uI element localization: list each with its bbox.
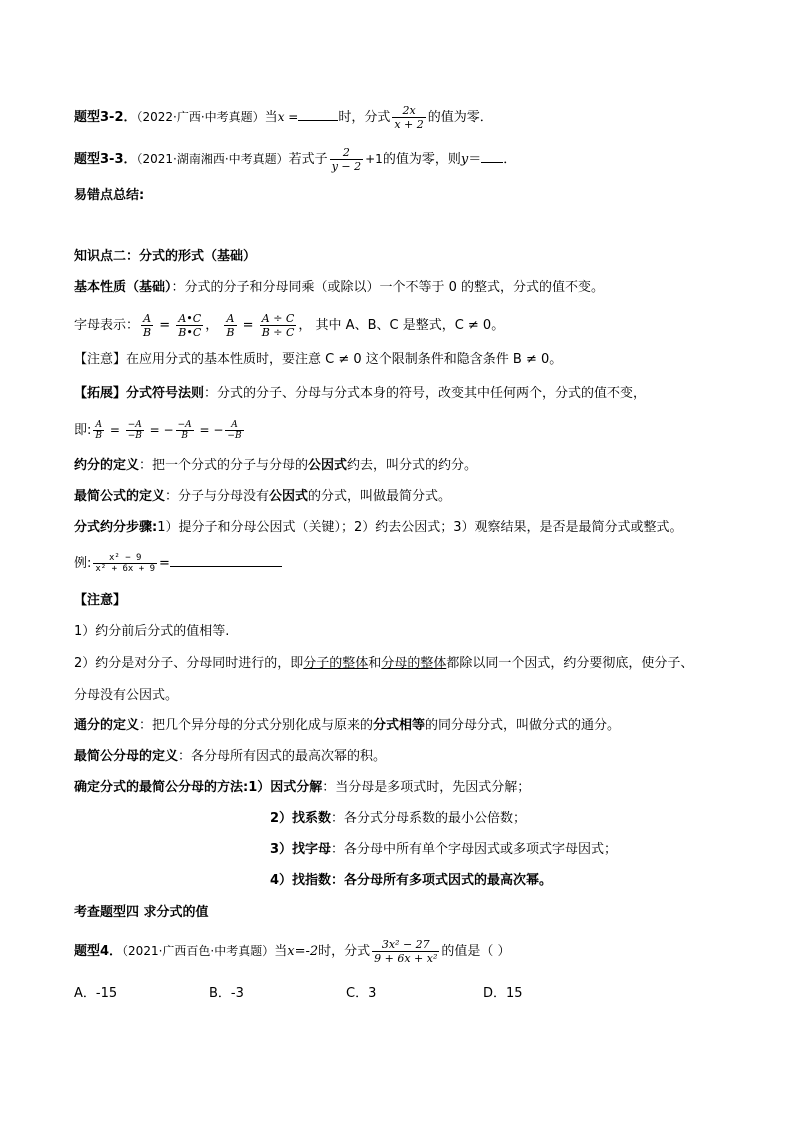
- expand-rule: [74, 384, 646, 404]
- common-def-text: 的同分母分式，叫做分式的通分。: [425, 718, 621, 733]
- note-2-item-2-cont: 分母没有公因式。: [74, 688, 179, 703]
- fraction: [176, 420, 194, 441]
- method-label: 确定分式的最简公分母的方法:: [74, 780, 249, 795]
- note-2-title: 【注意】: [74, 593, 127, 608]
- note-1: 【注意】在应用分式的基本性质时，要注意 C ≠ 0 这个限制条件和隐含条件 B ≠ 0。: [74, 352, 563, 367]
- lcd-method: [74, 778, 530, 798]
- underlined-text: 分子的整体: [303, 656, 369, 671]
- numerator: A: [141, 312, 153, 326]
- question-source: （2022·广西·中考真题）: [136, 110, 265, 124]
- denominator: B: [226, 326, 235, 339]
- fraction: [330, 146, 363, 173]
- fraction: [176, 312, 203, 339]
- method-step-text: ：各分母中所有单个字母因式或多项式字母因式；: [331, 842, 618, 857]
- numerator: −A: [177, 420, 192, 430]
- fraction: [224, 312, 236, 339]
- note-text: 都除以同一个因式，约分要彻底，使分子、: [446, 656, 694, 671]
- answer-blank: [481, 150, 503, 163]
- answer-blank: [298, 108, 338, 121]
- reduce-def-text: ：把一个分式的分子与分母的: [139, 458, 309, 473]
- denominator: y − 2: [331, 160, 362, 173]
- note-text: 2）约分是对分子、分母同时进行的，即: [74, 656, 304, 671]
- fraction: [141, 312, 153, 339]
- denominator: x + 2: [394, 118, 424, 131]
- common-def-bold: 分式相等: [373, 718, 426, 733]
- question-label: 题型3-2．: [74, 110, 137, 125]
- letters-tail: ， 其中 A、B、C 是整式，C ≠ 0。: [298, 318, 505, 333]
- basic-property-label: 基本性质（基础）: [74, 280, 172, 295]
- simplest-text: ：分子与分母没有: [165, 489, 270, 504]
- numerator: A: [225, 420, 243, 431]
- question-label: 题型4．: [74, 944, 123, 959]
- basic-property-text: ：分式的分子和分母同乘（或除以）一个不等于 0 的整式，分式的值不变。: [171, 280, 605, 295]
- basic-property: [74, 278, 604, 298]
- denominator: B: [181, 431, 188, 441]
- variable: x =: [277, 110, 299, 124]
- reduce-def-label: 约分的定义: [74, 458, 140, 473]
- option-a: A．-15: [74, 986, 118, 1001]
- lcd-method-step-4: 4）找指数：各分母所有多项式因式的最高次幂。: [270, 873, 553, 888]
- question-text: 的值为零，则: [382, 152, 461, 167]
- note-text: 和: [368, 656, 382, 671]
- ie-label: 即:: [74, 423, 92, 438]
- method-step-label: 3）找字母: [270, 842, 332, 857]
- question-text: 当: [264, 110, 278, 125]
- condition: x=-2: [287, 944, 319, 959]
- simplest-definition: [74, 487, 451, 507]
- example: [74, 553, 282, 574]
- denominator: x² + 6x + 9: [95, 564, 155, 574]
- errors-summary: 易错点总结:: [74, 188, 145, 203]
- fraction: [225, 420, 243, 441]
- question-3-3: [74, 146, 516, 173]
- question-text: 的值为零．: [427, 110, 493, 125]
- steps-label: 分式约分步骤:: [74, 520, 158, 535]
- method-step-label: 2）找系数: [270, 811, 332, 826]
- lcd-def-text: ：各分母所有因式的最高次幂的积。: [178, 749, 387, 764]
- equals-sign: =: [159, 556, 170, 571]
- denominator: −B: [227, 431, 242, 441]
- denominator: −B: [127, 431, 142, 441]
- example-label: 例:: [74, 556, 92, 571]
- denominator: B: [95, 431, 103, 441]
- underlined-text: 分母的整体: [381, 656, 447, 671]
- question-text: 的值是（ ）: [441, 944, 511, 959]
- question-text: 若式子: [288, 152, 328, 167]
- common-def-label: 通分的定义: [74, 718, 140, 733]
- letters-label: 字母表示：: [74, 318, 140, 333]
- option-d: D．15: [483, 986, 523, 1001]
- denominator: B•C: [178, 326, 202, 339]
- simplest-bold: 公因式: [269, 489, 309, 504]
- option-c: C．3: [346, 986, 377, 1001]
- denominator: 9 + 6x + x²: [374, 952, 438, 965]
- fraction: [126, 420, 144, 441]
- lcd-method-step-2: [270, 809, 526, 829]
- reduce-steps: [74, 518, 683, 538]
- lcd-def-label: 最简公分母的定义: [74, 749, 179, 764]
- question-source: （2021·广西百色·中考真题）: [122, 944, 275, 958]
- answer-blank: [170, 554, 282, 567]
- method-step-label: 1）因式分解: [248, 780, 323, 795]
- numerator: A: [224, 312, 236, 326]
- question-text: ．: [503, 152, 517, 167]
- option-b: B．-3: [209, 986, 244, 1001]
- denominator: B ÷ C: [261, 326, 295, 339]
- numerator: −A: [126, 420, 144, 431]
- lcd-definition: [74, 747, 386, 767]
- question-text: 当: [274, 944, 288, 959]
- fraction: [392, 104, 425, 131]
- plus-one: +1: [365, 152, 383, 166]
- common-def-text: ：把几个异分母的分式分别化成与原来的: [139, 718, 374, 733]
- numerator: 2x: [392, 104, 425, 118]
- question-3-2: [74, 104, 493, 131]
- question-label: 题型3-3．: [74, 152, 137, 167]
- section-title-type-4: 考查题型四 求分式的值: [74, 905, 209, 920]
- method-step-text: ：各分式分母系数的最小公倍数；: [331, 811, 527, 826]
- reduce-def-text: 约去，叫分式的约分。: [347, 458, 478, 473]
- letter-representation: 字母表示： $\frac{A}{B}$ = $\frac{A•C}{B•C}$ ， $\frac{A}{B}$ = $\frac{A \div C}{B \div C}$ ， 其中 A、B、C 是整式，C ≠ 0。: [74, 312, 505, 339]
- knowledge-point-title: 知识点二：分式的形式（基础）: [74, 249, 257, 264]
- question-text: 时，分式: [318, 944, 371, 959]
- question-source: （2021·湖南湘西·中考真题）: [136, 152, 289, 166]
- numerator: A ÷ C: [260, 312, 297, 326]
- reduce-definition: [74, 456, 477, 476]
- numerator: A: [93, 420, 104, 431]
- lcd-method-step-3: [270, 840, 617, 860]
- fraction: [260, 312, 297, 339]
- denominator: B: [143, 326, 152, 339]
- simplest-text: 的分式，叫做最简分式。: [308, 489, 452, 504]
- expand-label: 【拓展】分式符号法则: [74, 386, 205, 401]
- numerator: A•C: [176, 312, 203, 326]
- note-2-item-2: [74, 654, 693, 674]
- reduce-def-bold: 公因式: [308, 458, 348, 473]
- simplest-label: 最简公式的定义: [74, 489, 166, 504]
- fraction: [372, 938, 439, 965]
- equals-sign: ＝: [468, 152, 482, 167]
- fraction: [93, 553, 157, 574]
- sign-rule-formula: 即: $\frac{A}{B}$ = $\frac{-A}{-B}$ = − $\frac{-A}{B}$ = − $\frac{A}{-B}$: [74, 420, 242, 441]
- note-2-item-1: 1）约分前后分式的值相等.: [74, 624, 230, 639]
- question-4: [74, 938, 511, 965]
- question-text: 时，分式: [338, 110, 391, 125]
- numerator: 3x² − 27: [372, 938, 439, 952]
- steps-text: 1）提分子和分母公因式（关键）；2）约去公因式；3）观察结果，是否是最简分式或整式。: [157, 520, 683, 535]
- variable: y: [460, 152, 469, 167]
- numerator: x² − 9: [93, 553, 157, 564]
- fraction: [93, 420, 104, 441]
- common-denominator-definition: [74, 716, 620, 736]
- expand-text: ：分式的分子、分母与分式本身的符号，改变其中任何两个，分式的值不变，: [204, 386, 647, 401]
- numerator: 2: [330, 146, 363, 160]
- method-step-text: ：当分母是多项式时，先因式分解；: [322, 780, 531, 795]
